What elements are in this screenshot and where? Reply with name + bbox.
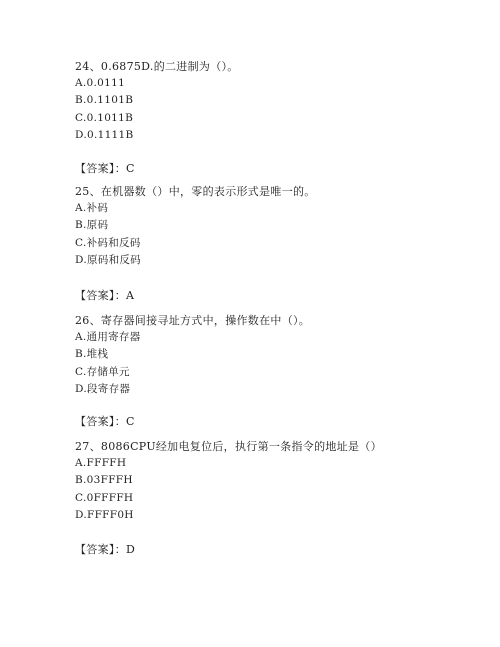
option-d: D.0.1111B xyxy=(75,128,134,141)
question-24 xyxy=(75,58,475,144)
question-stem: 26、寄存器间接寻址方式中，操作数在中（）。 xyxy=(75,314,311,327)
question-stem: 24、0.6875D.的二进制为（）。 xyxy=(75,60,239,73)
option-b: B.03FFFH xyxy=(75,474,133,487)
option-c: C.补码和反码 xyxy=(75,236,141,249)
answer-27: 【答案】：D xyxy=(75,543,136,556)
option-b: B.堆栈 xyxy=(75,348,109,361)
answer-25: 【答案】：A xyxy=(75,289,135,302)
option-a: A.FFFFH xyxy=(75,457,127,469)
question-stem: 25、在机器数（）中，零的表示形式是唯一的。 xyxy=(75,185,316,198)
question-stem: 27、8086CPU经加电复位后，执行第一条指令的地址是（） xyxy=(75,440,382,453)
option-b: B.0.1101B xyxy=(75,94,134,107)
option-c: C.0.1011B xyxy=(75,111,134,124)
option-d: D.原码和反码 xyxy=(75,253,141,266)
question-26 xyxy=(75,312,475,398)
option-d: D.FFFF0H xyxy=(75,508,134,521)
question-27 xyxy=(75,438,475,524)
answer-26: 【答案】：C xyxy=(75,415,135,428)
option-c: C.存储单元 xyxy=(75,365,130,378)
option-a: A.0.0111 xyxy=(75,77,126,89)
option-c: C.0FFFFH xyxy=(75,491,134,504)
option-b: B.原码 xyxy=(75,219,109,232)
option-a: A.补码 xyxy=(75,202,109,214)
question-25 xyxy=(75,183,475,269)
option-a: A.通用寄存器 xyxy=(75,331,141,343)
answer-24: 【答案】：C xyxy=(75,162,135,175)
option-d: D.段寄存器 xyxy=(75,382,131,395)
